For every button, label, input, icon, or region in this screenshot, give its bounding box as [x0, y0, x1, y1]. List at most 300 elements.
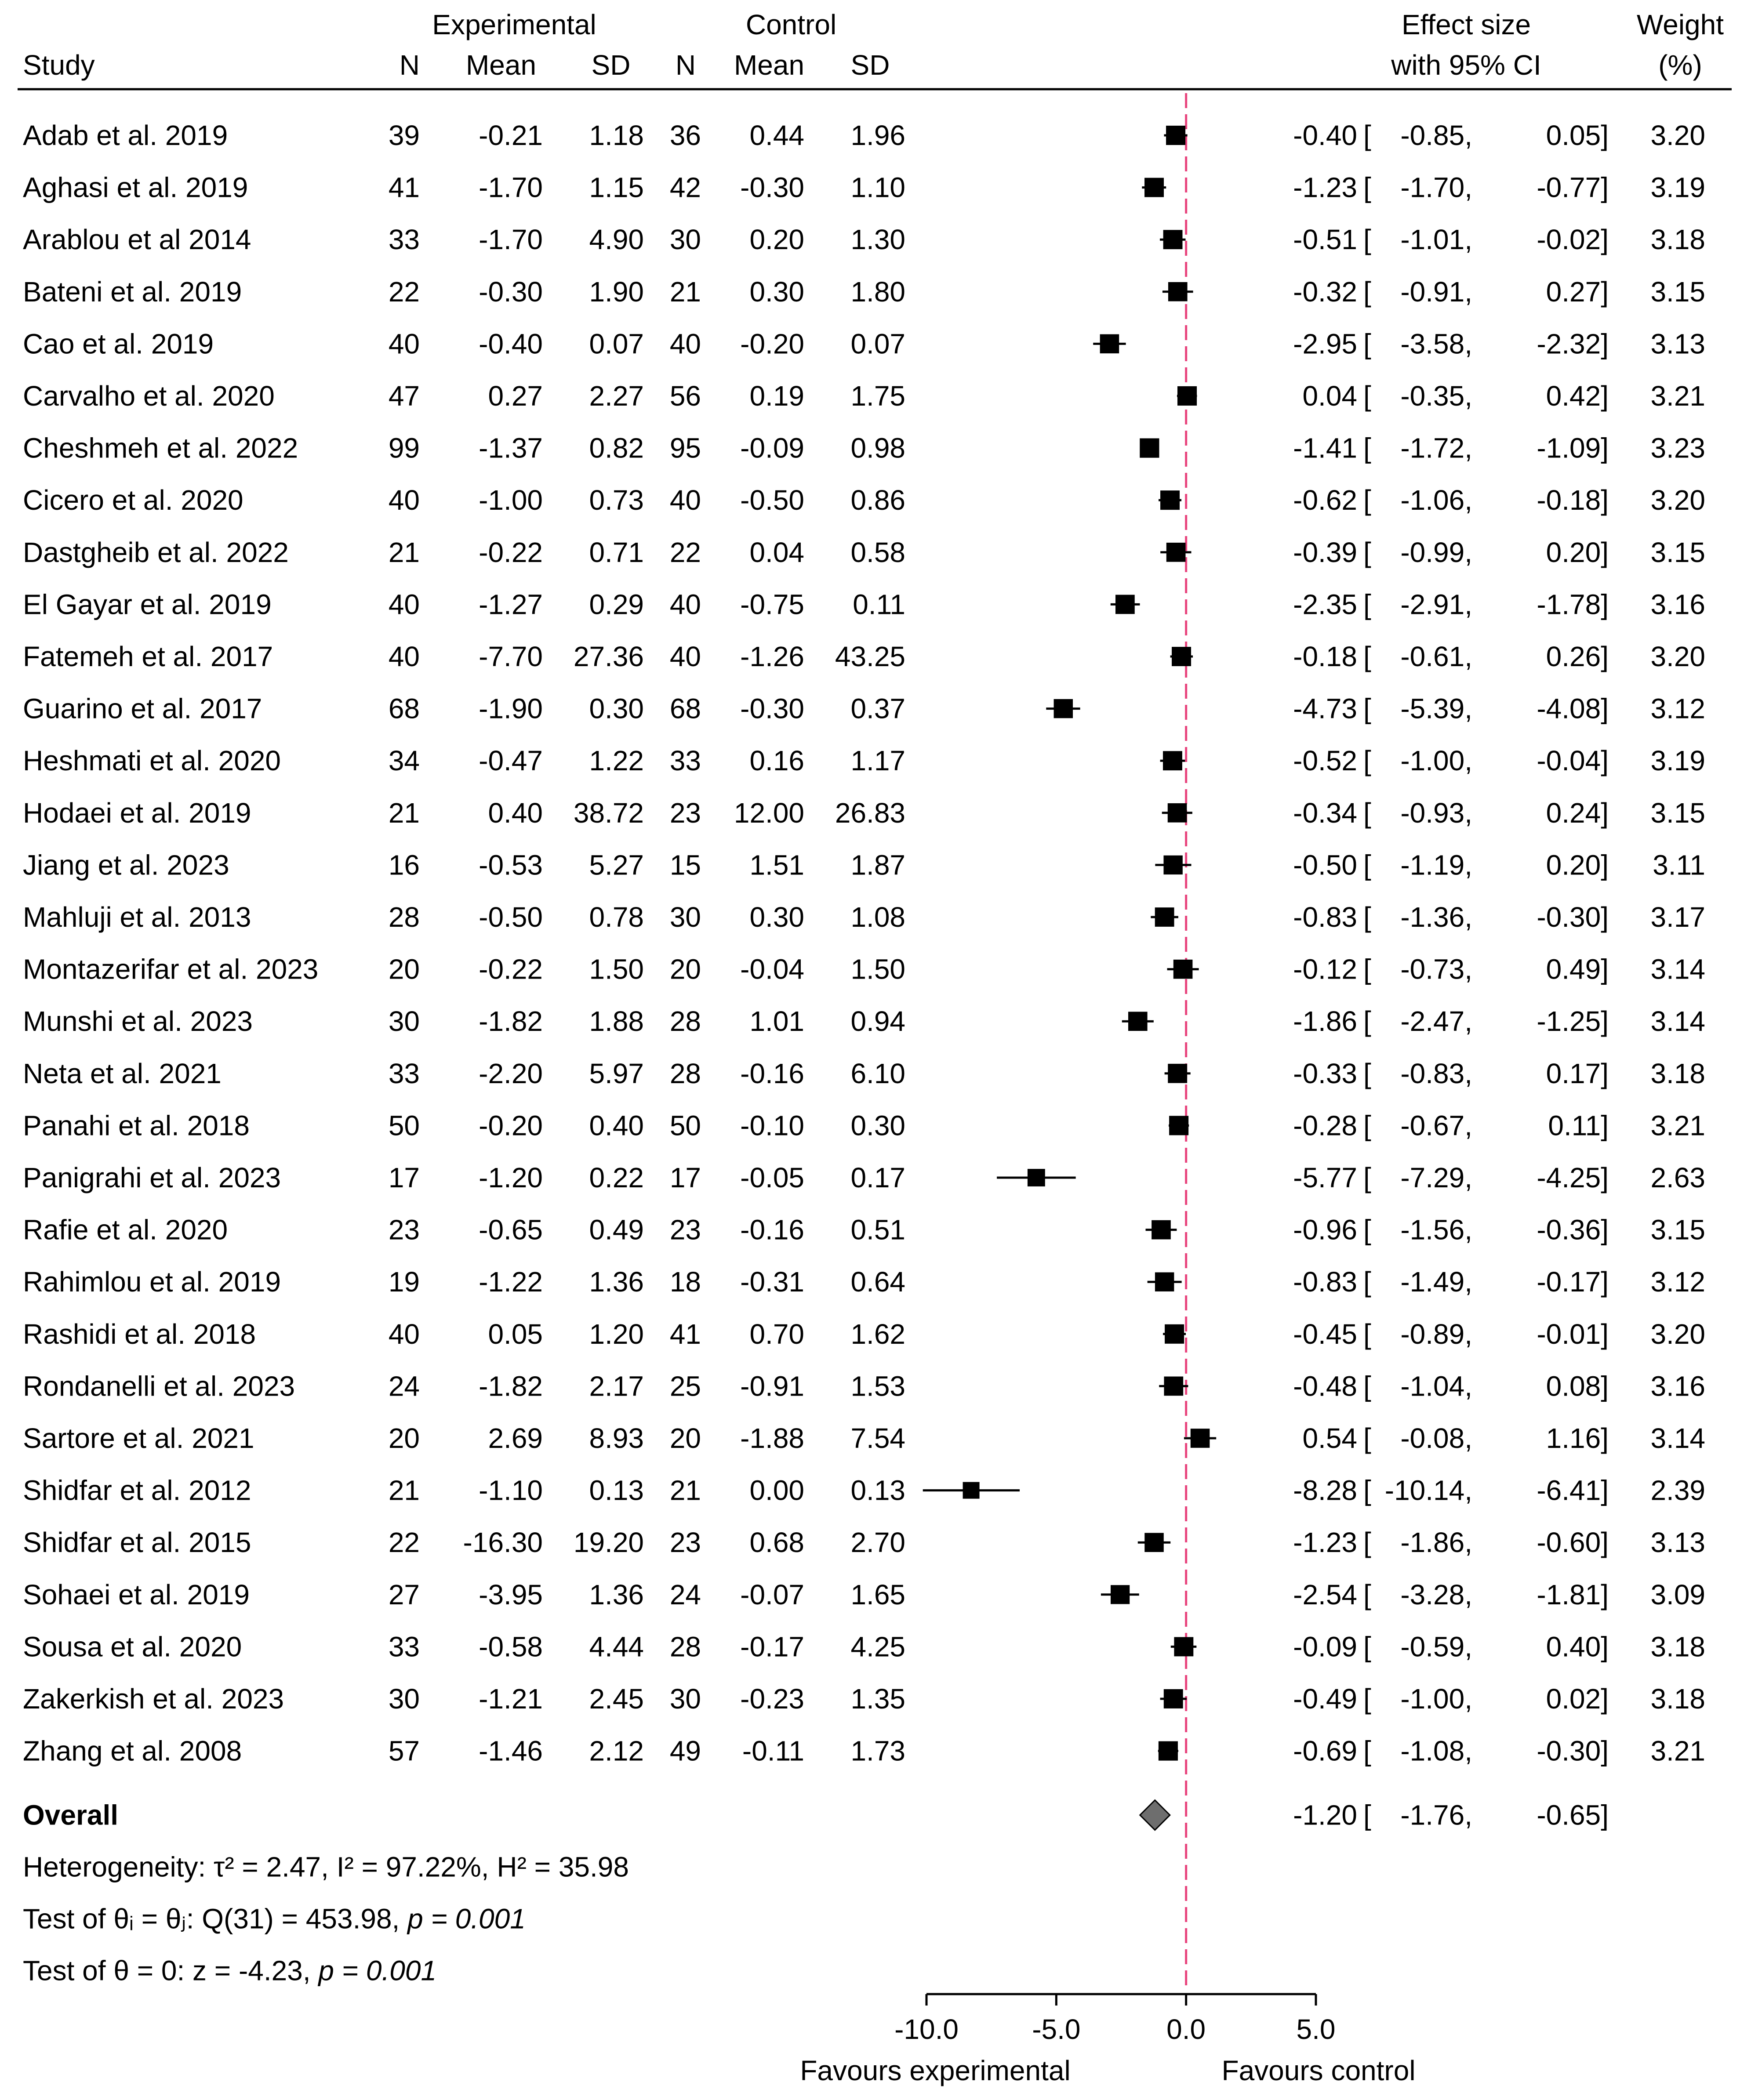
table-row	[23, 1162, 1705, 1193]
sd-control: 6.10	[850, 1057, 905, 1089]
sd-control: 1.53	[850, 1370, 905, 1402]
study-name: Shidfar et al. 2015	[23, 1527, 251, 1559]
n-control: 56	[669, 380, 701, 412]
table-row	[23, 1579, 1705, 1610]
weight: 3.18	[1650, 1683, 1705, 1715]
ci-upper: 0.17]	[1546, 1057, 1609, 1089]
ci-bracket: [	[1363, 380, 1371, 412]
effect-marker	[1128, 1012, 1148, 1031]
weight: 3.18	[1650, 1057, 1705, 1089]
effect-marker	[1144, 1533, 1164, 1552]
sd-control: 2.70	[850, 1527, 905, 1559]
weight: 3.18	[1650, 1631, 1705, 1663]
sd-experimental: 27.36	[573, 641, 644, 672]
n-control: 23	[669, 1527, 701, 1559]
sd-control: 1.65	[850, 1578, 905, 1610]
ci-upper: 0.49]	[1546, 953, 1609, 985]
ci-upper: -4.08]	[1537, 693, 1609, 725]
overall-row	[23, 1799, 1609, 1831]
mean-control: -0.04	[740, 953, 804, 985]
ci-lower: -1.49,	[1400, 1266, 1472, 1298]
ci-lower: -7.29,	[1400, 1162, 1472, 1193]
weight: 3.16	[1650, 588, 1705, 620]
ci-bracket: [	[1363, 641, 1371, 672]
ci-bracket: [	[1363, 901, 1371, 933]
effect-marker	[1140, 438, 1159, 457]
mean-experimental: -0.30	[479, 276, 543, 308]
weight: 3.17	[1650, 901, 1705, 933]
sd-control: 0.17	[850, 1162, 905, 1193]
study-name: Rahimlou et al. 2019	[23, 1266, 281, 1298]
ci-bracket: [	[1363, 588, 1371, 620]
effect-size: -0.51	[1293, 224, 1357, 256]
ci-upper: -1.81]	[1537, 1578, 1609, 1610]
ci-bracket: [	[1363, 432, 1371, 464]
mean-experimental: -1.82	[479, 1370, 543, 1402]
table-row	[23, 745, 1705, 776]
study-name: Sohaei et al. 2019	[23, 1578, 250, 1610]
ci-lower: -1.19,	[1400, 849, 1472, 881]
effect-size: -1.86	[1293, 1005, 1357, 1037]
effect-marker	[1152, 1220, 1171, 1240]
sd-control: 0.37	[850, 693, 905, 725]
sd-control: 0.64	[850, 1266, 905, 1298]
weight: 3.15	[1650, 797, 1705, 829]
test-theta-0-text: Test of θ = 0: z = -4.23,	[23, 1955, 319, 1987]
mean-control: -0.09	[740, 432, 804, 464]
header-mean-ctl: Mean	[734, 49, 805, 81]
table-row	[23, 1110, 1705, 1141]
sd-control: 26.83	[835, 797, 905, 829]
ci-lower: -3.58,	[1400, 328, 1472, 360]
ci-lower: -0.59,	[1400, 1631, 1472, 1663]
header-effect-line2: with 95% CI	[1391, 49, 1541, 81]
sd-experimental: 1.36	[589, 1266, 644, 1298]
ci-bracket: [	[1363, 1631, 1371, 1663]
weight: 3.20	[1650, 484, 1705, 516]
mean-control: 0.68	[749, 1527, 804, 1559]
ci-upper: 0.11]	[1548, 1110, 1609, 1142]
table-row	[23, 224, 1705, 255]
n-control: 68	[669, 693, 701, 725]
ci-upper: 0.26]	[1546, 641, 1609, 672]
mean-experimental: -0.53	[479, 849, 543, 881]
ci-bracket: [	[1363, 1683, 1371, 1715]
ci-upper: -1.09]	[1537, 432, 1609, 464]
ci-upper: 0.05]	[1546, 120, 1609, 151]
table-row	[23, 954, 1705, 985]
effect-marker	[1174, 1637, 1193, 1656]
header-experimental: Experimental	[432, 9, 596, 40]
sd-control: 1.96	[850, 120, 905, 151]
study-name: Bateni et al. 2019	[23, 276, 242, 308]
mean-experimental: 0.40	[488, 797, 543, 829]
ci-bracket: [	[1363, 276, 1371, 308]
effect-marker	[1172, 647, 1191, 666]
n-experimental: 39	[388, 120, 420, 151]
ci-upper: -0.36]	[1537, 1214, 1609, 1246]
mean-control: -0.07	[740, 1578, 804, 1610]
n-experimental: 20	[388, 953, 420, 985]
weight: 3.20	[1650, 120, 1705, 151]
table-row	[23, 1527, 1705, 1558]
weight: 3.09	[1650, 1578, 1705, 1610]
mean-experimental: -1.22	[479, 1266, 543, 1298]
mean-experimental: -0.21	[479, 120, 543, 151]
sd-experimental: 0.22	[589, 1162, 644, 1193]
mean-control: -0.30	[740, 693, 804, 725]
sd-experimental: 1.18	[589, 120, 644, 151]
test-theta-0	[23, 1955, 436, 1987]
weight: 3.16	[1650, 1370, 1705, 1402]
weight: 3.20	[1650, 1318, 1705, 1350]
sd-experimental: 1.22	[589, 745, 644, 777]
ci-upper: -0.01]	[1537, 1318, 1609, 1350]
sd-experimental: 2.27	[589, 380, 644, 412]
ci-lower: -3.28,	[1400, 1578, 1472, 1610]
study-rows	[23, 120, 1705, 1767]
study-name: Rashidi et al. 2018	[23, 1318, 256, 1350]
ci-lower: -1.00,	[1400, 745, 1472, 777]
ci-bracket: [	[1363, 120, 1371, 151]
mean-experimental: -1.70	[479, 171, 543, 203]
sd-control: 0.94	[850, 1005, 905, 1037]
ci-bracket: [	[1363, 171, 1371, 203]
ci-bracket: [	[1363, 1474, 1371, 1506]
sd-experimental: 2.45	[589, 1683, 644, 1715]
ci-bracket: [	[1363, 224, 1371, 256]
mean-control: 0.44	[749, 120, 804, 151]
weight: 3.15	[1650, 536, 1705, 568]
study-name: Neta et al. 2021	[23, 1057, 222, 1089]
ci-upper: 0.27]	[1546, 276, 1609, 308]
sd-control: 1.87	[850, 849, 905, 881]
ci-lower: -0.61,	[1400, 641, 1472, 672]
n-control: 33	[669, 745, 701, 777]
ci-lower: -0.08,	[1400, 1422, 1472, 1454]
table-header	[23, 9, 1724, 81]
ci-bracket: [	[1363, 536, 1371, 568]
effect-marker	[1163, 751, 1182, 770]
ci-upper: -0.18]	[1537, 484, 1609, 516]
mean-control: -0.31	[740, 1266, 804, 1298]
effect-marker	[1166, 543, 1186, 562]
ci-bracket: [	[1363, 1214, 1371, 1246]
weight: 3.23	[1650, 432, 1705, 464]
ci-lower: -0.91,	[1400, 276, 1472, 308]
ci-bracket: [	[1363, 693, 1371, 725]
mean-experimental: 0.27	[488, 380, 543, 412]
mean-experimental: -1.27	[479, 588, 543, 620]
weight: 3.15	[1650, 1214, 1705, 1246]
sd-control: 0.51	[850, 1214, 905, 1246]
table-row	[23, 1005, 1705, 1037]
ci-lower: -0.89,	[1400, 1318, 1472, 1350]
weight: 3.19	[1650, 745, 1705, 777]
mean-experimental: -1.21	[479, 1683, 543, 1715]
favours-control: Favours control	[1221, 2055, 1416, 2086]
n-experimental: 19	[388, 1266, 420, 1298]
ci-lower: -1.04,	[1400, 1370, 1472, 1402]
overall-label: Overall	[23, 1799, 119, 1831]
sd-control: 0.13	[850, 1474, 905, 1506]
n-control: 24	[669, 1578, 701, 1610]
n-control: 30	[669, 901, 701, 933]
mean-control: 0.20	[749, 224, 804, 256]
mean-control: 0.16	[749, 745, 804, 777]
mean-experimental: -1.70	[479, 224, 543, 256]
weight: 3.21	[1650, 380, 1705, 412]
mean-control: 0.19	[749, 380, 804, 412]
n-control: 30	[669, 224, 701, 256]
ci-lower: -0.85,	[1400, 120, 1472, 151]
table-row	[23, 380, 1705, 412]
n-control: 40	[669, 484, 701, 516]
mean-experimental: -0.22	[479, 953, 543, 985]
sd-experimental: 5.97	[589, 1057, 644, 1089]
mean-control: -0.11	[742, 1735, 804, 1767]
effect-size: -0.28	[1293, 1110, 1357, 1142]
effect-marker	[963, 1482, 980, 1499]
mean-control: 1.01	[749, 1005, 804, 1037]
table-row	[23, 1735, 1705, 1767]
n-control: 23	[669, 797, 701, 829]
ci-upper: -0.30]	[1537, 1735, 1609, 1767]
n-experimental: 28	[388, 901, 420, 933]
n-experimental: 22	[388, 276, 420, 308]
effect-size: -1.23	[1293, 1527, 1357, 1559]
sd-experimental: 0.71	[589, 536, 644, 568]
effect-marker	[1164, 1689, 1183, 1708]
n-control: 28	[669, 1057, 701, 1089]
mean-experimental: -0.40	[479, 328, 543, 360]
ci-bracket: [	[1363, 1370, 1371, 1402]
n-control: 28	[669, 1631, 701, 1663]
effect-marker	[1168, 282, 1188, 301]
mean-control: -0.30	[740, 171, 804, 203]
study-name: Panigrahi et al. 2023	[23, 1162, 281, 1193]
study-name: Arablou et al 2014	[23, 224, 251, 256]
sd-control: 1.62	[850, 1318, 905, 1350]
ci-bracket: [	[1363, 328, 1371, 360]
sd-control: 1.17	[850, 745, 905, 777]
effect-marker	[1164, 1377, 1183, 1396]
mean-control: -0.91	[740, 1370, 804, 1402]
ci-lower: -5.39,	[1400, 693, 1472, 725]
sd-control: 1.80	[850, 276, 905, 308]
study-name: Hodaei et al. 2019	[23, 797, 251, 829]
mean-control: 0.30	[749, 276, 804, 308]
effect-marker	[1054, 699, 1073, 718]
mean-control: -0.50	[740, 484, 804, 516]
mean-experimental: -0.50	[479, 901, 543, 933]
n-control: 40	[669, 641, 701, 672]
ci-lower: -0.73,	[1400, 953, 1472, 985]
n-experimental: 57	[388, 1735, 420, 1767]
sd-experimental: 0.13	[589, 1474, 644, 1506]
n-experimental: 20	[388, 1422, 420, 1454]
weight: 3.20	[1650, 641, 1705, 672]
n-experimental: 34	[388, 745, 420, 777]
n-control: 25	[669, 1370, 701, 1402]
n-control: 30	[669, 1683, 701, 1715]
n-control: 49	[669, 1735, 701, 1767]
n-control: 22	[669, 536, 701, 568]
table-row	[23, 1214, 1705, 1246]
sd-experimental: 5.27	[589, 849, 644, 881]
table-row	[23, 641, 1705, 672]
test-theta-i	[23, 1903, 526, 1935]
n-control: 15	[669, 849, 701, 881]
table-row	[23, 432, 1705, 464]
n-control: 23	[669, 1214, 701, 1246]
ci-bracket: [	[1363, 797, 1371, 829]
header-sd-exp: SD	[591, 49, 631, 81]
sd-experimental: 19.20	[573, 1527, 644, 1559]
n-experimental: 99	[388, 432, 420, 464]
test-statistics	[23, 1851, 629, 1987]
ci-lower: -0.35,	[1400, 380, 1472, 412]
n-experimental: 30	[388, 1683, 420, 1715]
sd-experimental: 2.17	[589, 1370, 644, 1402]
effect-marker	[1191, 1429, 1210, 1448]
effect-marker	[1166, 126, 1185, 145]
weight: 3.13	[1650, 1527, 1705, 1559]
sd-experimental: 0.40	[589, 1110, 644, 1142]
ci-bracket: [	[1363, 1422, 1371, 1454]
ci-upper: -0.30]	[1537, 901, 1609, 933]
effect-size: -0.32	[1293, 276, 1357, 308]
n-experimental: 40	[388, 588, 420, 620]
table-row	[23, 1266, 1705, 1298]
ci-bracket: [	[1363, 953, 1371, 985]
ci-bracket: [	[1363, 1527, 1371, 1559]
ci-upper: -1.25]	[1537, 1005, 1609, 1037]
sd-control: 0.86	[850, 484, 905, 516]
x-tick-label: 0.0	[1166, 2013, 1206, 2045]
mean-control: 1.51	[749, 849, 804, 881]
sd-experimental: 0.29	[589, 588, 644, 620]
sd-experimental: 1.50	[589, 953, 644, 985]
n-experimental: 33	[388, 224, 420, 256]
header-effect-line1: Effect size	[1401, 9, 1531, 40]
sd-experimental: 4.44	[589, 1631, 644, 1663]
study-name: Panahi et al. 2018	[23, 1110, 250, 1142]
ci-lower: -1.08,	[1400, 1735, 1472, 1767]
table-row	[23, 120, 1705, 151]
mean-control: -0.17	[740, 1631, 804, 1663]
sd-control: 43.25	[835, 641, 905, 672]
mean-control: -1.88	[740, 1422, 804, 1454]
n-experimental: 22	[388, 1527, 420, 1559]
effect-marker	[1160, 490, 1180, 510]
n-control: 21	[669, 276, 701, 308]
ci-lower: -0.83,	[1400, 1057, 1472, 1089]
n-control: 17	[669, 1162, 701, 1193]
effect-size: -0.18	[1293, 641, 1357, 672]
ci-upper: -0.60]	[1537, 1527, 1609, 1559]
n-experimental: 50	[388, 1110, 420, 1142]
ci-lower: -0.93,	[1400, 797, 1472, 829]
mean-experimental: -0.47	[479, 745, 543, 777]
effect-size: -0.52	[1293, 745, 1357, 777]
ci-upper: 0.02]	[1546, 1683, 1609, 1715]
sd-control: 1.35	[850, 1683, 905, 1715]
sd-experimental: 1.36	[589, 1578, 644, 1610]
study-name: Mahluji et al. 2013	[23, 901, 251, 933]
effect-size: -0.83	[1293, 901, 1357, 933]
effect-marker	[1159, 1741, 1178, 1761]
header-n-ctl: N	[675, 49, 696, 81]
effect-size: -1.41	[1293, 432, 1357, 464]
sd-control: 1.08	[850, 901, 905, 933]
sd-control: 0.30	[850, 1110, 905, 1142]
n-experimental: 21	[388, 797, 420, 829]
study-name: Sousa et al. 2020	[23, 1631, 242, 1663]
effect-size: -0.50	[1293, 849, 1357, 881]
mean-control: -1.26	[740, 641, 804, 672]
study-name: Sartore et al. 2021	[23, 1422, 254, 1454]
study-name: Rondanelli et al. 2023	[23, 1370, 295, 1402]
ci-upper: -6.41]	[1537, 1474, 1609, 1506]
effect-marker	[1168, 1064, 1187, 1083]
table-row	[23, 1631, 1705, 1662]
n-control: 40	[669, 588, 701, 620]
table-row	[23, 1422, 1705, 1454]
ci-upper: 0.40]	[1546, 1631, 1609, 1663]
study-name: Cao et al. 2019	[23, 328, 214, 360]
overall-effect: -1.20	[1293, 1799, 1357, 1831]
n-experimental: 47	[388, 380, 420, 412]
n-control: 20	[669, 953, 701, 985]
study-name: Munshi et al. 2023	[23, 1005, 253, 1037]
ci-lower: -1.70,	[1400, 171, 1472, 203]
sd-experimental: 0.07	[589, 328, 644, 360]
sd-experimental: 2.12	[589, 1735, 644, 1767]
ci-lower: -1.01,	[1400, 224, 1472, 256]
effect-size: -2.95	[1293, 328, 1357, 360]
effect-size: -2.54	[1293, 1578, 1357, 1610]
effect-size: -0.69	[1293, 1735, 1357, 1767]
ci-bracket: [	[1363, 1735, 1371, 1767]
effect-size: -4.73	[1293, 693, 1357, 725]
study-name: Zakerkish et al. 2023	[23, 1683, 284, 1715]
ci-lower: -1.36,	[1400, 901, 1472, 933]
header-control: Control	[745, 9, 837, 40]
table-row	[23, 484, 1705, 516]
overall-diamond	[1140, 1800, 1170, 1830]
header-mean-exp: Mean	[465, 49, 537, 81]
ci-bracket: [	[1363, 484, 1371, 516]
ci-upper: -2.32]	[1537, 328, 1609, 360]
n-experimental: 21	[388, 536, 420, 568]
ci-upper: 1.16]	[1546, 1422, 1609, 1454]
mean-control: -0.20	[740, 328, 804, 360]
mean-experimental: -1.10	[479, 1474, 543, 1506]
sd-control: 1.75	[850, 380, 905, 412]
mean-experimental: -3.95	[479, 1578, 543, 1610]
sd-experimental: 0.78	[589, 901, 644, 933]
effect-marker	[1177, 386, 1197, 406]
ci-bracket: [	[1363, 1578, 1371, 1610]
effect-marker	[1155, 907, 1174, 927]
sd-control: 1.30	[850, 224, 905, 256]
weight: 3.15	[1650, 276, 1705, 308]
mean-experimental: -2.20	[479, 1057, 543, 1089]
study-name: Zhang et al. 2008	[23, 1735, 242, 1767]
effect-size: -5.77	[1293, 1162, 1357, 1193]
n-control: 40	[669, 328, 701, 360]
